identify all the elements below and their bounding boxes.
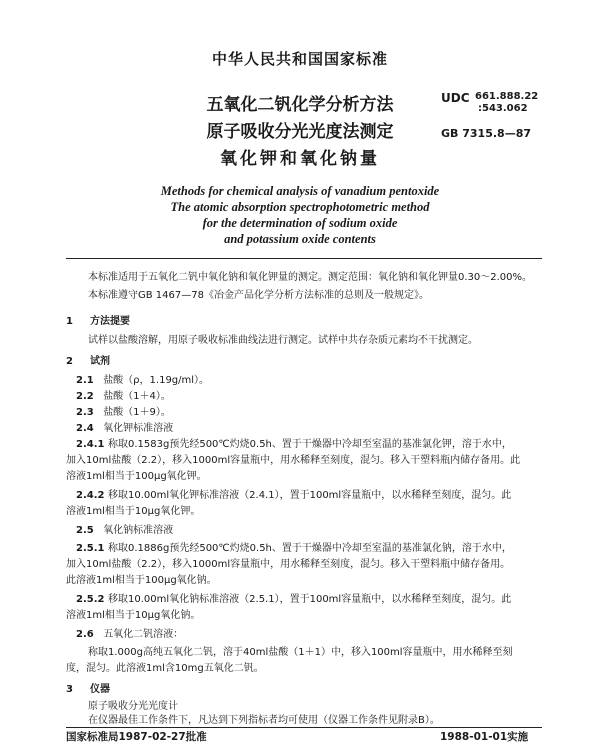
para-2-5-1-line-2: 加入10ml盐酸（2.2），移入1000ml容量瓶中，用水稀释至刻度，混匀。移入干塑料瓶中储存备用。 [66,559,511,570]
title-en-line-4: and potassium oxide contents [224,232,376,246]
para-2-4-2-line-1: 2.4.2 移取10.00ml氧化钾标准溶液（2.4.1），置于100ml容量瓶中，以水稀释至刻度，混匀。此 [76,490,512,501]
intro-line-2: 本标准遵守GB 1467—78《冶金产品化学分析方法标准的总则及一般规定》。 [88,290,429,301]
title-en-line-1: Methods for chemical analysis of vanadium pentoxide [160,184,440,198]
reagent-item: 2.4 氧化钾标准溶液 [76,423,174,434]
udc-value-1: 661.888.22 [475,91,539,102]
title-en-line-2: The atomic absorption spectrophotometric method [170,200,430,214]
reagent-item: 2.5 氧化钠标准溶液 [76,525,174,536]
udc-label: UDC [441,91,470,105]
section-3-title: 仪器 [90,684,110,695]
reagent-item: 2.6 五氧化二钒溶液： [76,629,184,640]
reagent-item: 2.3 盐酸（1＋9）。 [76,407,171,418]
title-cn-line-3: 氧化钾和氧化钠量 [220,149,380,169]
para-2-6-line-1: 称取1.000g高纯五氧化二钒，溶于40ml盐酸（1＋1）中，移入100ml容量瓶中，用水稀释至刻 [88,647,513,658]
footer-divider [66,727,542,728]
section-1-title: 方法提要 [90,316,130,327]
para-2-4-1-line-3: 溶液1ml相当于100μg氧化钾。 [66,471,207,482]
para-2-5-2-line-2: 溶液1ml相当于10μg氧化钠。 [66,610,201,621]
reagent-item: 2.2 盐酸（1＋4）。 [76,391,171,402]
section-3-line-1: 原子吸收分光光度计 [88,701,178,712]
approval-date: 国家标准局1987-02-27批准 [66,731,207,743]
section-2-number: 2 [66,356,73,367]
section-1-text: 试样以盐酸溶解，用原子吸收标准曲线法进行测定。试样中共存杂质元素均不干扰测定。 [88,335,478,346]
para-2-4-2-line-2: 溶液1ml相当于10μg氧化钾。 [66,506,201,517]
title-cn-line-1: 五氧化二钒化学分析方法 [206,95,394,115]
para-2-5-1-line-1: 2.5.1 称取0.1886g预先经500℃灼烧0.5h、置于干燥器中冷却至室温的基准氯化钠，溶于水中， [76,543,512,554]
udc-value-2: :543.062 [478,103,528,114]
section-1-number: 1 [66,316,73,327]
effective-date: 1988-01-01实施 [440,731,529,743]
section-2-title: 试剂 [90,356,110,367]
section-3-heading [66,680,110,695]
section-3-number: 3 [66,684,73,695]
para-2-4-1-line-1: 2.4.1 称取0.1583g预先经500℃灼烧0.5h、置于干燥器中冷却至室温的基准氯化钾，溶于水中， [76,439,512,450]
para-2-5-2-line-1: 2.5.2 移取10.00ml氧化钠标准溶液（2.5.1），置于100ml容量瓶中，以水稀释至刻度，混匀。此 [76,594,512,605]
para-2-6-line-2: 度，混匀。此溶液1ml含10mg五氧化二钒。 [66,663,264,674]
title-cn-line-2: 原子吸收分光光度法测定 [206,122,394,142]
section-1-heading [66,312,130,327]
header-divider [66,258,542,259]
gb-code: GB 7315.8—87 [441,127,531,140]
para-2-5-1-line-3: 此溶液1ml相当于100μg氧化钠。 [66,575,217,586]
title-en-line-3: for the determination of sodium oxide [202,216,398,230]
intro-line-1: 本标准适用于五氧化二钒中氧化钠和氧化钾量的测定。测定范围：氧化钠和氧化钾量0.30～2.00%。 [88,272,533,283]
section-2-heading [66,352,110,367]
reagent-item: 2.1 盐酸（ρ，1.19g/ml）。 [76,375,210,386]
section-3-line-2: 在仪器最佳工作条件下，凡达到下列指标者均可使用（仪器工作条件见附录B）。 [88,715,440,726]
para-2-4-1-line-2: 加入10ml盐酸（2.2），移入1000ml容量瓶中，用水稀释至刻度，混匀。移入干塑料瓶内储存备用。此 [66,455,521,466]
national-standard-heading: 中华人民共和国国家标准 [211,50,388,68]
